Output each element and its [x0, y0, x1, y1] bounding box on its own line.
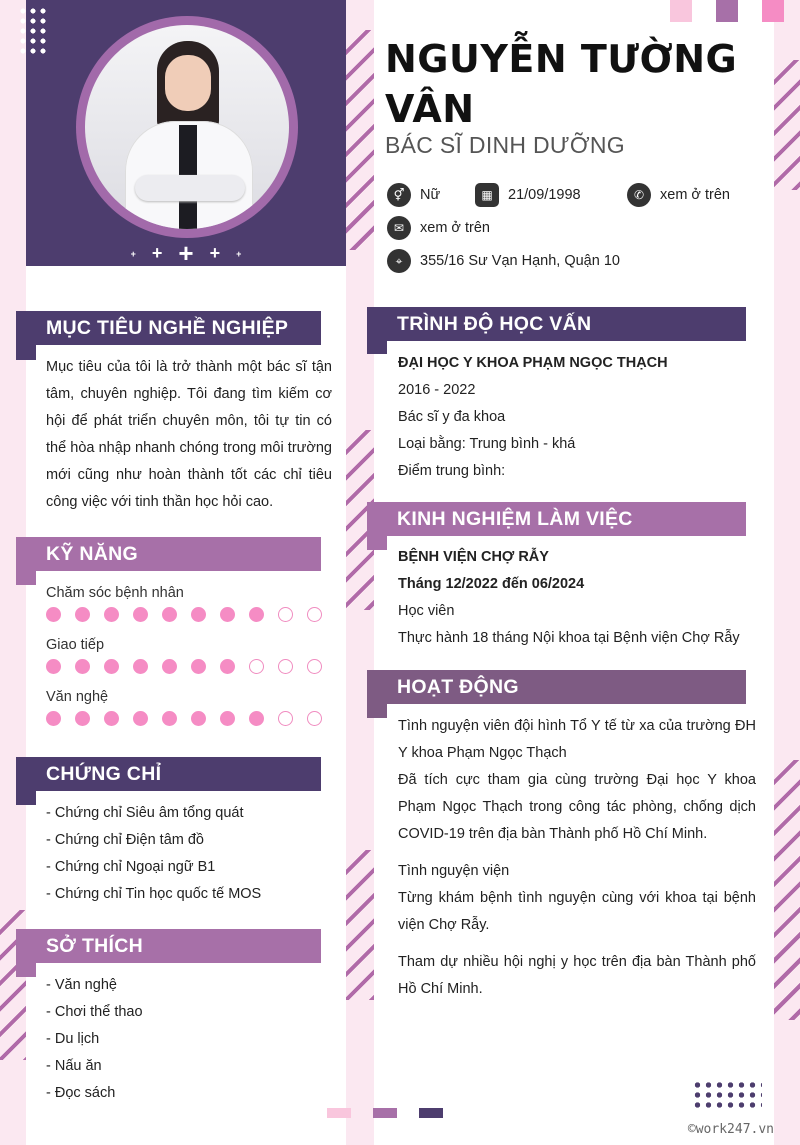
- skill-dot: [249, 659, 264, 674]
- skill-dot: [75, 711, 90, 726]
- watermark: ©work247.vn: [687, 1122, 774, 1137]
- email-icon: ✉: [387, 216, 411, 240]
- skill-label: Văn nghệ: [46, 689, 109, 705]
- skill-dot: [249, 607, 264, 622]
- skill-dot: [307, 659, 322, 674]
- list-item: - Văn nghệ: [46, 977, 117, 993]
- calendar-icon: ▦: [475, 183, 499, 207]
- skill-dot: [162, 711, 177, 726]
- location-icon: ⌖: [387, 249, 411, 273]
- decor-square: [762, 0, 784, 22]
- phone-info: ✆ xem ở trên: [627, 183, 730, 207]
- experience-period: Tháng 12/2022 đến 06/2024: [398, 576, 585, 592]
- list-item: - Chơi thể thao: [46, 1004, 143, 1020]
- phone-icon: ✆: [627, 183, 651, 207]
- experience-position: Học viên: [398, 603, 455, 619]
- skill-rating: [46, 659, 322, 674]
- skill-dot: [104, 711, 119, 726]
- skill-dot: [162, 607, 177, 622]
- certificates-heading: CHỨNG CHỈ: [16, 757, 321, 791]
- skill-dot: [191, 711, 206, 726]
- skill-dot: [133, 711, 148, 726]
- decor-bar: [327, 1108, 351, 1118]
- skill-dot: [278, 711, 293, 726]
- skill-dot: [133, 607, 148, 622]
- decor-square: [716, 0, 738, 22]
- skill-dot: [307, 711, 322, 726]
- candidate-name: NGUYỄN TƯỜNG VÂN: [385, 37, 738, 131]
- photo-panel: [26, 0, 346, 266]
- birthdate-info: ▦ 21/09/1998: [475, 183, 581, 207]
- list-item: - Chứng chỉ Ngoại ngữ B1: [46, 859, 216, 875]
- skill-dot: [104, 607, 119, 622]
- skill-dot: [75, 607, 90, 622]
- company-name: BỆNH VIỆN CHỢ RẪY: [398, 549, 549, 565]
- avatar-ring: [76, 16, 298, 238]
- education-major: Bác sĩ y đa khoa: [398, 409, 506, 425]
- skill-dot: [220, 607, 235, 622]
- experience-description: Thực hành 18 tháng Nội khoa tại Bệnh viện Chợ Rẫy: [398, 630, 740, 646]
- skill-dot: [220, 711, 235, 726]
- skill-dot: [307, 607, 322, 622]
- candidate-title: BÁC SĨ DINH DƯỠNG: [385, 132, 625, 158]
- skill-dot: [75, 659, 90, 674]
- activity-text: Tham dự nhiều hội nghị y học trên địa bàn Thành phố Hồ Chí Minh.: [398, 954, 756, 997]
- list-item: - Đọc sách: [46, 1085, 116, 1101]
- activity-text: Từng khám bệnh tình nguyện cùng với khoa tại bệnh viện Chợ Rẫy.: [398, 890, 756, 933]
- list-item: - Nấu ăn: [46, 1058, 102, 1074]
- skill-rating: [46, 607, 322, 622]
- skill-dot: [133, 659, 148, 674]
- activity-text: Tình nguyện viện: [398, 863, 510, 879]
- stripe-decor: [774, 760, 800, 1020]
- address-info: ⌖ 355/16 Sư Vạn Hạnh, Quận 10: [387, 249, 620, 273]
- skill-dot: [46, 711, 61, 726]
- experience-heading: KINH NGHIỆM LÀM VIỆC: [367, 502, 746, 536]
- skill-dot: [191, 659, 206, 674]
- skill-dot: [249, 711, 264, 726]
- education-years: 2016 - 2022: [398, 382, 476, 398]
- decor-bar: [419, 1108, 443, 1118]
- education-heading: TRÌNH ĐỘ HỌC VẤN: [367, 307, 746, 341]
- objective-heading: MỤC TIÊU NGHỀ NGHIỆP: [16, 311, 321, 345]
- avatar: [85, 25, 289, 229]
- hobbies-list: [46, 972, 143, 1107]
- skills-heading: KỸ NĂNG: [16, 537, 321, 571]
- dot-grid-decor: [692, 1080, 762, 1108]
- gender-info: ⚥ Nữ: [387, 183, 440, 207]
- certificates-list: [46, 800, 261, 908]
- skill-dot: [46, 659, 61, 674]
- gender-icon: ⚥: [387, 183, 411, 207]
- education-details: [398, 350, 758, 485]
- plus-decor: + + + + +: [130, 238, 242, 268]
- skill-dot: [162, 659, 177, 674]
- education-degree: Loại bằng: Trung bình - khá: [398, 436, 576, 452]
- list-item: - Chứng chỉ Điện tâm đồ: [46, 832, 204, 848]
- list-item: - Du lịch: [46, 1031, 100, 1047]
- list-item: - Chứng chỉ Siêu âm tổng quát: [46, 805, 244, 821]
- skill-rating: [46, 711, 322, 726]
- skill-label: Giao tiếp: [46, 637, 105, 653]
- decor-square: [670, 0, 692, 22]
- objective-text: Mục tiêu của tôi là trở thành một bác sĩ tận tâm, chuyên nghiệp. Tôi đang tìm kiếm cơ hội để phát triển chuyên môn, tôi tự tin có thể hòa nhập nhanh chóng trong môi trường mới cũng như hoàn thành tốt các chỉ tiêu công việc với tinh thần học hỏi cao.: [46, 359, 332, 510]
- school-name: ĐẠI HỌC Y KHOA PHẠM NGỌC THẠCH: [398, 355, 668, 371]
- skill-dot: [220, 659, 235, 674]
- activities-heading: HOẠT ĐỘNG: [367, 670, 746, 704]
- stripe-decor: [346, 850, 374, 1000]
- list-item: - Chứng chỉ Tin học quốc tế MOS: [46, 886, 262, 902]
- activity-text: Tình nguyện viên đội hình Tổ Y tế từ xa của trường ĐH Y khoa Phạm Ngọc Thạch: [398, 718, 756, 761]
- skill-dot: [104, 659, 119, 674]
- skill-dot: [191, 607, 206, 622]
- experience-details: [398, 544, 758, 652]
- hobbies-heading: SỞ THÍCH: [16, 929, 321, 963]
- skill-dot: [278, 607, 293, 622]
- skill-dot: [278, 659, 293, 674]
- stripe-decor: [774, 60, 800, 190]
- dot-grid-decor: [18, 6, 48, 58]
- email-info: ✉ xem ở trên: [387, 216, 490, 240]
- skill-dot: [46, 607, 61, 622]
- activity-text: Đã tích cực tham gia cùng trường Đại học Y khoa Phạm Ngọc Thạch trong công tác phòng, chống dịch COVID-19 trên địa bàn Thành phố Hồ Chí Minh.: [398, 772, 756, 842]
- stripe-decor: [346, 30, 374, 250]
- decor-bar: [373, 1108, 397, 1118]
- education-gpa: Điểm trung bình:: [398, 463, 506, 479]
- skill-label: Chăm sóc bệnh nhân: [46, 585, 184, 601]
